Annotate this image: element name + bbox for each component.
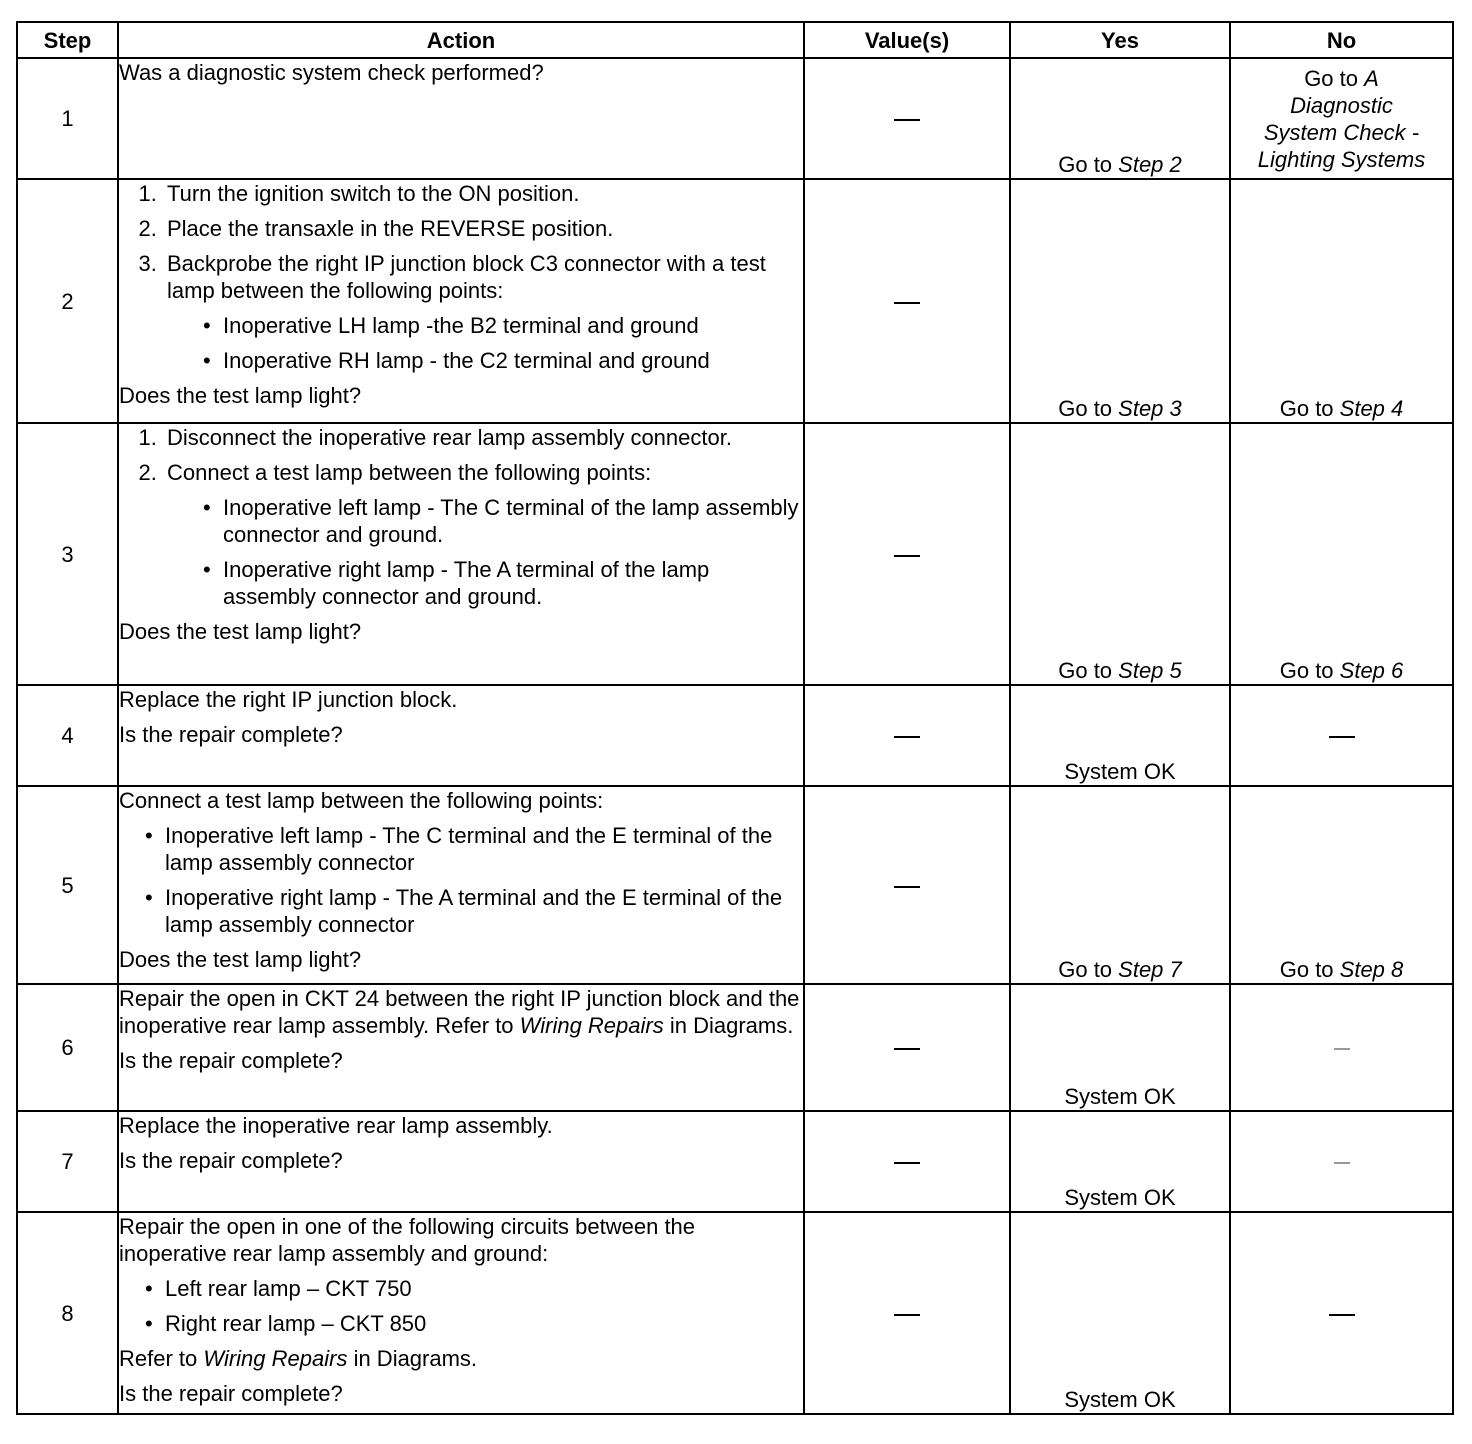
no-cell (1230, 58, 1453, 179)
bullet-item: • Inoperative LH lamp -the B2 terminal and ground (203, 312, 803, 339)
action-step: 2. Connect a test lamp between the following points: • Inoperative left lamp - The C terminal of the lamp assembly connector and ground. • Inoperative right lamp - The A terminal of the lamp assembly connector and ground. (163, 459, 803, 610)
step-number: 2 (17, 179, 118, 423)
action-cell (118, 1111, 804, 1212)
action-question: Is the repair complete? (119, 1048, 343, 1073)
action-cell (118, 423, 804, 685)
header-step: Step (17, 22, 118, 58)
table-row (17, 1212, 1453, 1414)
value-cell (804, 1111, 1010, 1212)
action-question: Does the test lamp light? (119, 383, 362, 408)
step-number: 1 (17, 58, 118, 179)
step-number: 5 (17, 786, 118, 984)
yes-cell (1010, 179, 1230, 423)
yes-result: System OK (1064, 1084, 1176, 1109)
yes-cell (1010, 984, 1230, 1111)
dash-mark (894, 886, 920, 888)
action-question: Is the repair complete? (119, 722, 343, 747)
no-goto[interactable]: Go to Step 8 (1279, 957, 1404, 982)
no-cell (1230, 1111, 1453, 1212)
bullet-item: • Inoperative left lamp - The C terminal of the lamp assembly connector and ground. (203, 494, 803, 548)
step-number: 3 (17, 423, 118, 685)
value-cell (804, 1212, 1010, 1414)
yes-result: System OK (1064, 1185, 1176, 1210)
table-row (17, 685, 1453, 786)
step-number: 4 (17, 685, 118, 786)
table-row (17, 423, 1453, 685)
yes-result: System OK (1064, 759, 1176, 784)
no-cell (1230, 423, 1453, 685)
refer-text: Refer to Wiring Repairs in Diagrams. (119, 1346, 478, 1371)
bullet-item: • Inoperative RH lamp - the C2 terminal and ground (203, 347, 803, 374)
action-text: Replace the right IP junction block. (119, 687, 458, 712)
action-cell (118, 685, 804, 786)
yes-result: System OK (1064, 1387, 1176, 1412)
action-text: Connect a test lamp between the following points: (119, 788, 604, 813)
dash-mark (894, 1048, 920, 1050)
action-question: Does the test lamp light? (119, 619, 362, 644)
table-row (17, 1111, 1453, 1212)
value-cell (804, 984, 1010, 1111)
bullet-item: • Inoperative left lamp - The C terminal and the E terminal of the lamp assembly connector (145, 822, 803, 876)
header-action: Action (118, 22, 804, 58)
bullet-list (119, 822, 803, 938)
bullet-item: • Left rear lamp – CKT 750 (145, 1275, 803, 1302)
no-cell (1230, 984, 1453, 1111)
header-yes: Yes (1010, 22, 1230, 58)
yes-goto[interactable]: Go to Step 5 (1058, 658, 1182, 683)
action-steps (119, 424, 803, 610)
yes-goto[interactable]: Go to Step 3 (1058, 396, 1182, 421)
yes-cell (1010, 1212, 1230, 1414)
yes-cell (1010, 1111, 1230, 1212)
action-question: Does the test lamp light? (119, 947, 362, 972)
bullet-item: • Right rear lamp – CKT 850 (145, 1310, 803, 1337)
header-no: No (1230, 22, 1453, 58)
dash-mark (894, 302, 920, 304)
dash-mark (1334, 1048, 1350, 1050)
yes-cell (1010, 685, 1230, 786)
action-text: Was a diagnostic system check performed? (119, 60, 544, 85)
bullet-item: • Inoperative right lamp - The A terminal of the lamp assembly connector and ground. (203, 556, 803, 610)
dash-mark (894, 1314, 920, 1316)
no-goto[interactable]: Go to A Diagnostic System Check - Lighting Systems (1257, 66, 1426, 172)
action-text: Repair the open in one of the following circuits between the inoperative rear lamp assembly and ground: (119, 1214, 696, 1266)
value-cell (804, 58, 1010, 179)
dash-mark (894, 736, 920, 738)
action-step: 2. Place the transaxle in the REVERSE position. (163, 215, 803, 242)
no-goto[interactable]: Go to Step 6 (1279, 658, 1404, 683)
table-row (17, 58, 1453, 179)
action-step: 1. Turn the ignition switch to the ON position. (163, 180, 803, 207)
dash-mark (894, 119, 920, 121)
no-cell (1230, 685, 1453, 786)
value-cell (804, 423, 1010, 685)
step-number: 6 (17, 984, 118, 1111)
step-number: 8 (17, 1212, 118, 1414)
value-cell (804, 786, 1010, 984)
yes-cell (1010, 58, 1230, 179)
dash-mark (1329, 736, 1355, 738)
diagnostic-table (16, 21, 1454, 1415)
table-row (17, 984, 1453, 1111)
bullet-list (167, 312, 803, 374)
bullet-list (167, 494, 803, 610)
action-question: Is the repair complete? (119, 1381, 343, 1406)
action-cell (118, 786, 804, 984)
step-number: 7 (17, 1111, 118, 1212)
yes-cell (1010, 786, 1230, 984)
dash-mark (1334, 1162, 1350, 1164)
table-row (17, 179, 1453, 423)
no-goto[interactable]: Go to Step 4 (1279, 396, 1404, 421)
dash-mark (894, 1162, 920, 1164)
no-cell (1230, 179, 1453, 423)
no-cell (1230, 786, 1453, 984)
action-cell (118, 179, 804, 423)
action-step: 3. Backprobe the right IP junction block C3 connector with a test lamp between the following points: • Inoperative LH lamp -the B2 terminal and ground • Inoperative RH lamp - the C2 terminal and ground (163, 250, 803, 374)
value-cell (804, 179, 1010, 423)
action-cell (118, 984, 804, 1111)
no-cell (1230, 1212, 1453, 1414)
header-values: Value(s) (804, 22, 1010, 58)
bullet-item: • Inoperative right lamp - The A terminal and the E terminal of the lamp assembly connector (145, 884, 803, 938)
yes-goto[interactable]: Go to Step 2 (1058, 152, 1182, 177)
dash-mark (1329, 1314, 1355, 1316)
action-step: 1. Disconnect the inoperative rear lamp assembly connector. (163, 424, 803, 451)
action-question: Is the repair complete? (119, 1148, 343, 1173)
value-cell (804, 685, 1010, 786)
bullet-list (119, 1275, 803, 1337)
table-row (17, 786, 1453, 984)
action-text: Repair the open in CKT 24 between the right IP junction block and the inoperative rear lamp assembly. Refer to Wiring Repairs in Diagrams. (119, 986, 800, 1038)
action-cell (118, 58, 804, 179)
yes-cell (1010, 423, 1230, 685)
action-text: Replace the inoperative rear lamp assembly. (119, 1113, 553, 1138)
action-steps (119, 180, 803, 374)
dash-mark (894, 555, 920, 557)
action-cell (118, 1212, 804, 1414)
header-row (17, 22, 1453, 58)
yes-goto[interactable]: Go to Step 7 (1058, 957, 1182, 982)
